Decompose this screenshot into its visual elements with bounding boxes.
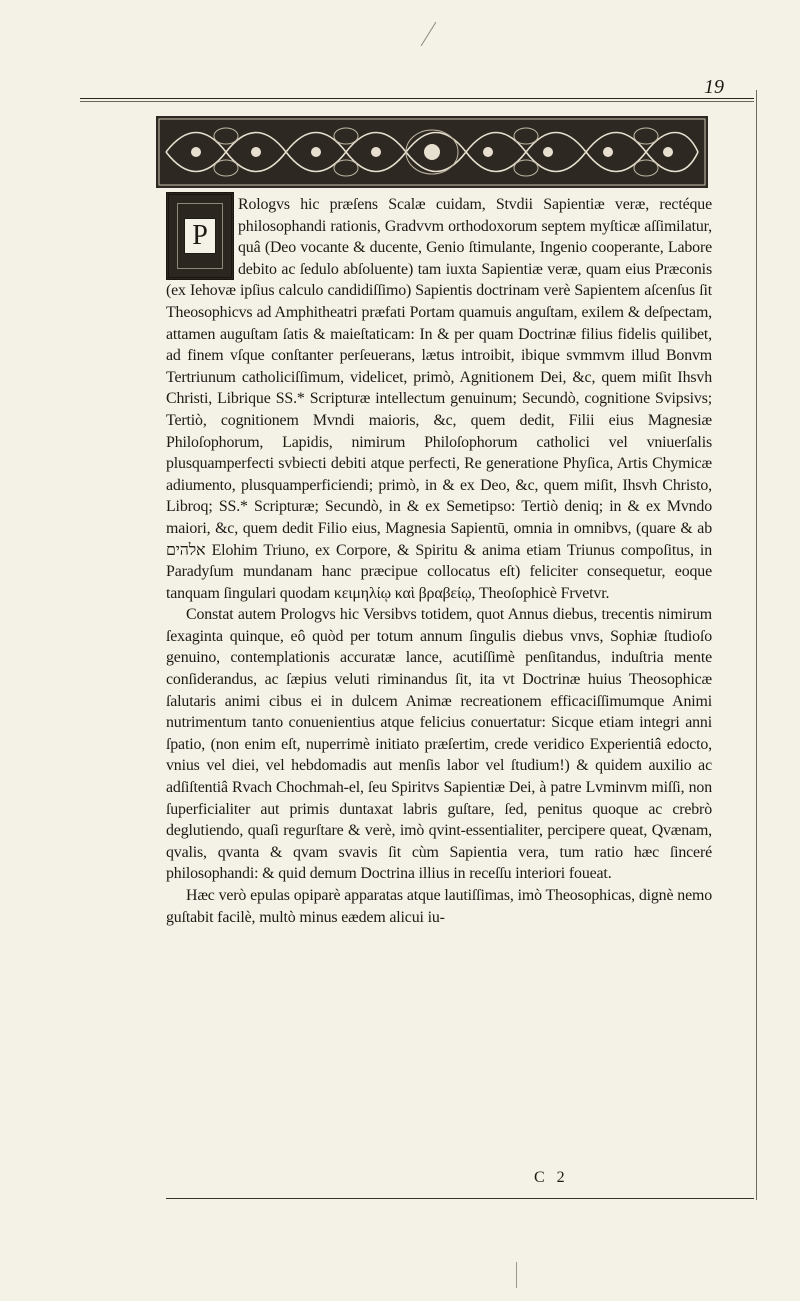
ornamental-headpiece <box>156 116 708 188</box>
headpiece-ornament-graphic <box>156 116 708 188</box>
bottom-rule <box>166 1198 754 1199</box>
signature-mark: C 2 <box>534 1169 569 1186</box>
initial-letter: P <box>184 218 216 254</box>
top-rule-thin <box>80 101 754 102</box>
paragraph-1: Rologvs hic præſens Scalæ cuidam, Stvdii Sapientiæ veræ, rectéque philosophandi rationis, Gradvvm orthodoxorum septem myſticæ aſſimilatur, quâ (Deo vocante & ducente, Genio ſtimulante, Ingenio cooperante, Labore debito ac ſedulo abſoluente) tam iuxta Sapientiæ veræ, quam eius Præconis (ex Iehovæ ipſius calculo candidiſſimo) Sapientis doctrinam verè Sapientem aſcenſus ſit Theosophicvs ad Amphitheatri præfati Portam quamuis anguſtam, exilem & deſpectam, attamen auguſtam ſatis & maieſtaticam: In & per quam Doctrinæ filius fidelis quilibet, ad finem vſque conſtanter perſeuerans, lætus introibit, ibique svmmvm illud Bonvm Tertriunum catholiciſſimum, videlicet, primò, Agnitionem Dei, &c, quem miſit Ihsvh Christi, Librique SS.* Scripturæ intellectum genuinum; Secundò, cognitione Svipsivs; Tertiò, cognitionem Mvndi maioris, &c, quem dedit, Filii eius Magnesiæ Philoſophorum, Lapidis, nimirum Philoſophorum catholici vel vniuerſalis plusquamperfecti svbiecti debiti atque perfecti, Re generatione Phyſica, Artis Chymicæ adiumento, plusquamperficiendi; primò, in & ex Deo, &c, quem miſit, Ihsvh Christo, Libroq; SS.* Scripturæ; Secundò, in & ex Semetipso: Tertiò deniq; in & ex Mvndo maiori, &c, quem dedit Filio eius, Magnesia Sapientū, omnia in omnibvs, (quare & ab אלהים Elohim Triuno, ex Corpore, & Spiritu & anima etiam Triunus compoſitus, in Paradyſum mundanam hanc præcipue collocatus eſt) feliciter consequetur, eoque tanquam ſingulari quodam κειμηλίῳ καὶ βραβείῳ, Theoſophicè Frvetvr. <box>166 196 712 602</box>
top-rule <box>80 98 754 99</box>
page-edge-line <box>756 90 757 1200</box>
main-text-block <box>166 194 712 928</box>
stray-pen-mark <box>421 22 437 46</box>
page-number: 19 <box>704 76 724 98</box>
paragraph-3: Hæc verò epulas opiparè apparatas atque lautiſſimas, imò Theosophicas, dignè nemo guſtabit facilè, multò minus eædem alicui iu- <box>166 887 712 926</box>
paragraph-2: Constat autem Prologvs hic Versibvs totidem, quot Annus diebus, trecentis nimirum ſexaginta quinque, eô quòd per totum annum ſingulis diebus vnvs, Sophiæ ſtudioſo genuino, contemplationis accuratæ lance, acutiſſimè penſitandus, induſtria mente conſiderandus, ac ſæpius veluti riminandus ſit, ita vt Doctrinæ huius Theosophicæ ſalutaris animi cibus ei in dulcem Animæ recreationem efficaciſſimumque Animi nutrimentum tanto conuenientius atque felicius conuertatur: Sicque etiam integri anni ſpatio, (non enim eſt, nuperrimè initiato præſertim, crede veridico Experientiâ edocto, vnius vel diei, vel hebdomadis aut menſis labor vel ſtudium!) & quidem auxilio ac adſiſtentiâ Rvach Chochmah-el, ſeu Spiritvs Sapientiæ Dei, à patre Lvminvm miſſi, non ſuperficialiter aut primis duntaxat labris guſtare, ſed, penitus quoque ac crebrò deglutiendo, quaſi regurſtare & verè, imò qvint-essentialiter, percipere queat, Qvænam, qvalis, qvanta & qvam svavis ſit cùm Sapientia vera, tum ratio hæc ſinceré philosophandi: & quid demum Doctrina illius in receſſu interiori foueat. <box>166 606 712 883</box>
bottom-edge-mark <box>516 1262 517 1288</box>
